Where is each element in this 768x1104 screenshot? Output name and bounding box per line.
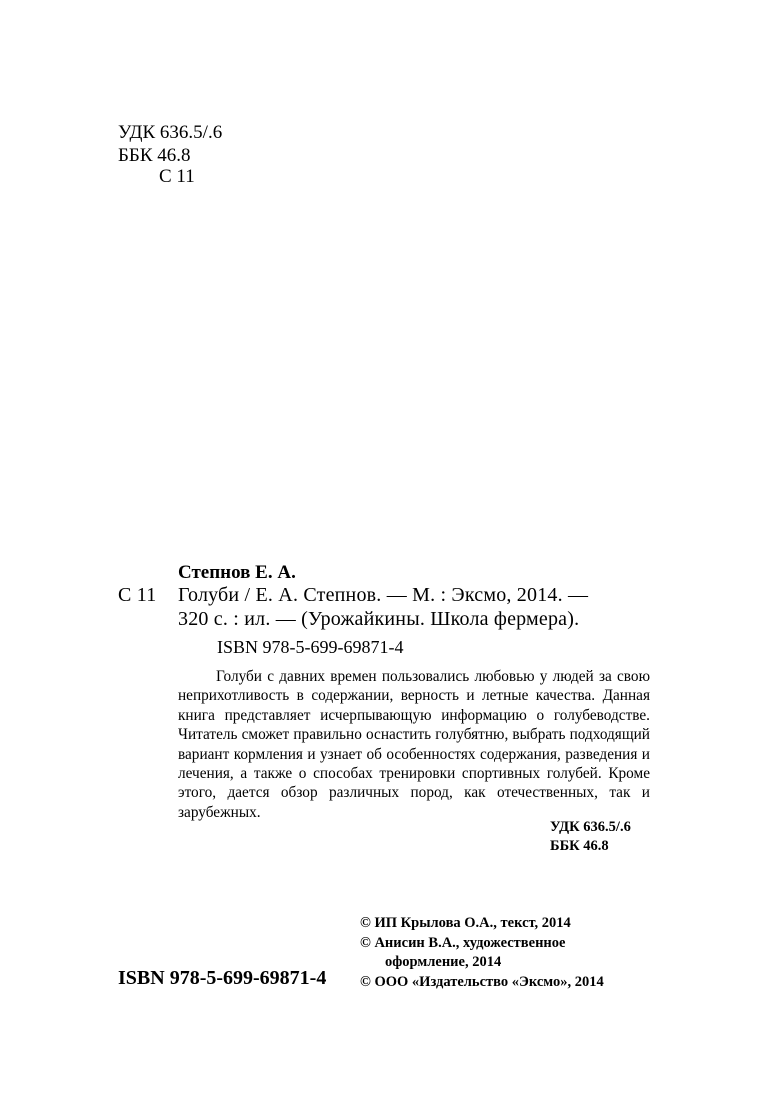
record-author: Степнов Е. А. xyxy=(178,562,296,583)
header-author-code: С 11 xyxy=(159,166,195,187)
copyright-block xyxy=(360,914,604,992)
copyright-design: © Анисин В.А., художественное xyxy=(360,934,566,951)
record-author-code: С 11 xyxy=(118,584,157,606)
abstract-udk: УДК 636.5/.6 xyxy=(550,819,631,835)
abstract-codes xyxy=(550,818,631,856)
record-pages-line: 320 с. : ил. — (Урожайкины. Школа фермера). xyxy=(178,608,580,630)
record-title-line: Голуби / Е. А. Степнов. — М. : Эксмо, 2014. — xyxy=(178,584,589,606)
copyright-publisher: © ООО «Издательство «Эксмо», 2014 xyxy=(360,973,604,990)
abstract-bbk: ББК 46.8 xyxy=(550,838,609,854)
header-bbk: ББК 46.8 xyxy=(118,145,191,166)
header-udk: УДК 636.5/.6 xyxy=(118,122,223,143)
footer-isbn: ISBN 978-5-699-69871-4 xyxy=(118,967,327,989)
abstract-paragraph: Голуби с давних времен пользовались любовью у людей за свою неприхотливость в содержании, верность и летные качества. Данная книга представляет исчерпывающую информацию о голубеводстве. Читатель сможет правильно оснастить голубятню, выбрать подходящий вариант кормления и узнает об особенностях содержания, разведения и лечения, а также о способах тренировки спортивных голубей. Кроме этого, дается обзор различных пород, как отечественных, так и зарубежных. xyxy=(178,668,650,821)
record-isbn: ISBN 978-5-699-69871-4 xyxy=(217,637,404,657)
copyright-design-cont: оформление, 2014 xyxy=(385,954,502,970)
copyright-text: © ИП Крылова О.А., текст, 2014 xyxy=(360,915,571,931)
